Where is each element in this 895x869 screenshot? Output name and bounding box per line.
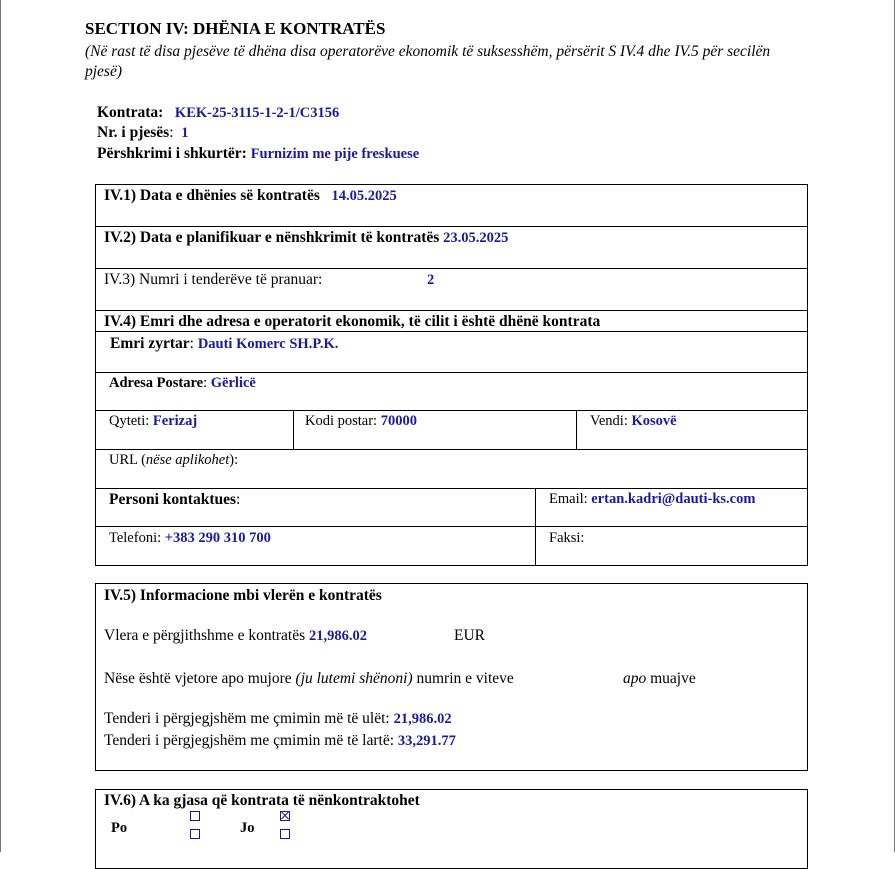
divider (95, 310, 808, 311)
url-row (109, 452, 238, 469)
duration-hint: (ju lutemi shënoni) (295, 670, 413, 687)
country-cell (590, 413, 677, 430)
postal-address-colon: : (203, 375, 208, 391)
contract-line (97, 104, 339, 122)
currency: EUR (454, 627, 485, 644)
yes-label: Po (111, 820, 128, 836)
url-italic: nëse aplikohet (145, 452, 230, 468)
contact-person-row (109, 491, 240, 509)
lot-colon: : (169, 124, 174, 141)
highest-price-row (104, 732, 456, 750)
signing-date-value: 23.05.2025 (443, 230, 509, 246)
email-value[interactable]: ertan.kadri@dauti-ks.com (591, 491, 756, 507)
postal-address-label: Adresa Postare (109, 375, 204, 391)
value-heading: IV.5) Informacione mbi vlerën e kontratës (104, 587, 382, 604)
duration-months-row (623, 670, 696, 688)
total-value: 21,986.02 (309, 628, 368, 644)
url-label: URL ( (109, 452, 146, 468)
phone-label: Telefoni: (109, 530, 162, 546)
award-date-row (104, 187, 397, 205)
email-cell (549, 491, 755, 508)
duration-row (104, 670, 514, 688)
no-checkbox[interactable] (280, 829, 290, 839)
lot-value: 1 (181, 125, 189, 141)
yes-checkbox-top[interactable] (190, 811, 200, 821)
award-date-label: IV.1) Data e dhënies së kontratës (104, 187, 320, 204)
country-value: Kosovë (631, 413, 677, 429)
email-label: Email: (549, 491, 588, 507)
divider (95, 372, 808, 373)
divider (95, 410, 808, 411)
description-value: Furnizim me pije freskuese (250, 146, 420, 162)
contract-label: Kontrata: (97, 104, 164, 121)
fax-label: Faksi: (549, 530, 585, 546)
description-line (97, 145, 419, 163)
duration-or: apo (623, 670, 647, 687)
award-date-value: 14.05.2025 (331, 188, 397, 204)
divider (95, 226, 808, 227)
lowest-price-value: 21,986.02 (393, 711, 452, 727)
lowest-price-label: Tenderi i përgjegjshëm me çmimin më të ulët: (104, 710, 390, 727)
country-label: Vendi: (590, 413, 628, 429)
tenders-count-label: IV.3) Numri i tenderëve të pranuar: (104, 271, 323, 288)
section-note: (Në rast të disa pjesëve të dhëna disa operatorëve ekonomik të suksesshëm, përsërit S IV.4 dhe IV.5 për secilën pjesë) (85, 43, 771, 80)
highest-price-label: Tenderi i përgjegjshëm me çmimin më të lartë: (104, 732, 395, 749)
contract-value: KEK-25-3115-1-2-1/C3156 (174, 105, 340, 121)
section-title: SECTION IV: DHËNIA E KONTRATËS (85, 19, 386, 38)
postal-code-label: Kodi postar: (305, 413, 378, 429)
lot-label: Nr. i pjesës (97, 124, 170, 141)
contact-person-label: Personi kontaktues (109, 491, 237, 508)
lot-line (97, 124, 189, 142)
city-label: Qyteti: (109, 413, 150, 429)
phone-value: +383 290 310 700 (164, 530, 271, 546)
city-value: Ferizaj (152, 413, 198, 429)
duration-years-label: numrin e viteve (416, 670, 514, 687)
divider (293, 410, 294, 449)
official-name-value: Dauti Komerc SH.P.K. (197, 336, 339, 352)
divider (95, 526, 808, 527)
highest-price-value: 33,291.77 (397, 733, 456, 749)
subcontract-heading: IV.6) A ka gjasa që kontrata të nënkontraktohet (104, 792, 420, 809)
postal-code-value: 70000 (380, 413, 417, 429)
divider (95, 449, 808, 450)
official-name-label: Emri zyrtar (110, 335, 190, 352)
description-label: Përshkrimi i shkurtër: (97, 145, 247, 162)
official-name-row (110, 335, 338, 353)
divider (576, 410, 577, 449)
official-name-colon: : (189, 335, 194, 352)
postal-address-value: Gërlicë (210, 375, 256, 391)
duration-text: Nëse është vjetore apo mujore (104, 670, 292, 687)
city-cell (109, 413, 197, 430)
signing-date-label: IV.2) Data e planifikuar e nënshkrimit të kontratës (104, 229, 440, 246)
postal-address-row (109, 375, 256, 392)
phone-cell (109, 530, 271, 547)
divider (95, 331, 808, 332)
url-end: ): (229, 452, 239, 468)
yes-checkbox[interactable] (190, 829, 200, 839)
operator-heading: IV.4) Emri dhe adresa e operatorit ekonomik, të cilit i është dhënë kontrata (104, 313, 601, 330)
divider (95, 268, 808, 269)
lowest-price-row (104, 710, 452, 728)
contact-person-colon: : (236, 491, 241, 508)
total-value-label: Vlera e përgjithshme e kontratës (104, 627, 306, 644)
total-value-row (104, 627, 367, 645)
divider (95, 488, 808, 489)
no-label: Jo (240, 820, 255, 836)
no-checkbox-checked[interactable] (280, 811, 290, 821)
postal-code-cell (305, 413, 417, 430)
tenders-count-value: 2 (427, 272, 435, 288)
signing-date-row (104, 229, 508, 247)
divider (535, 488, 536, 566)
duration-months-label: muajve (650, 670, 696, 687)
